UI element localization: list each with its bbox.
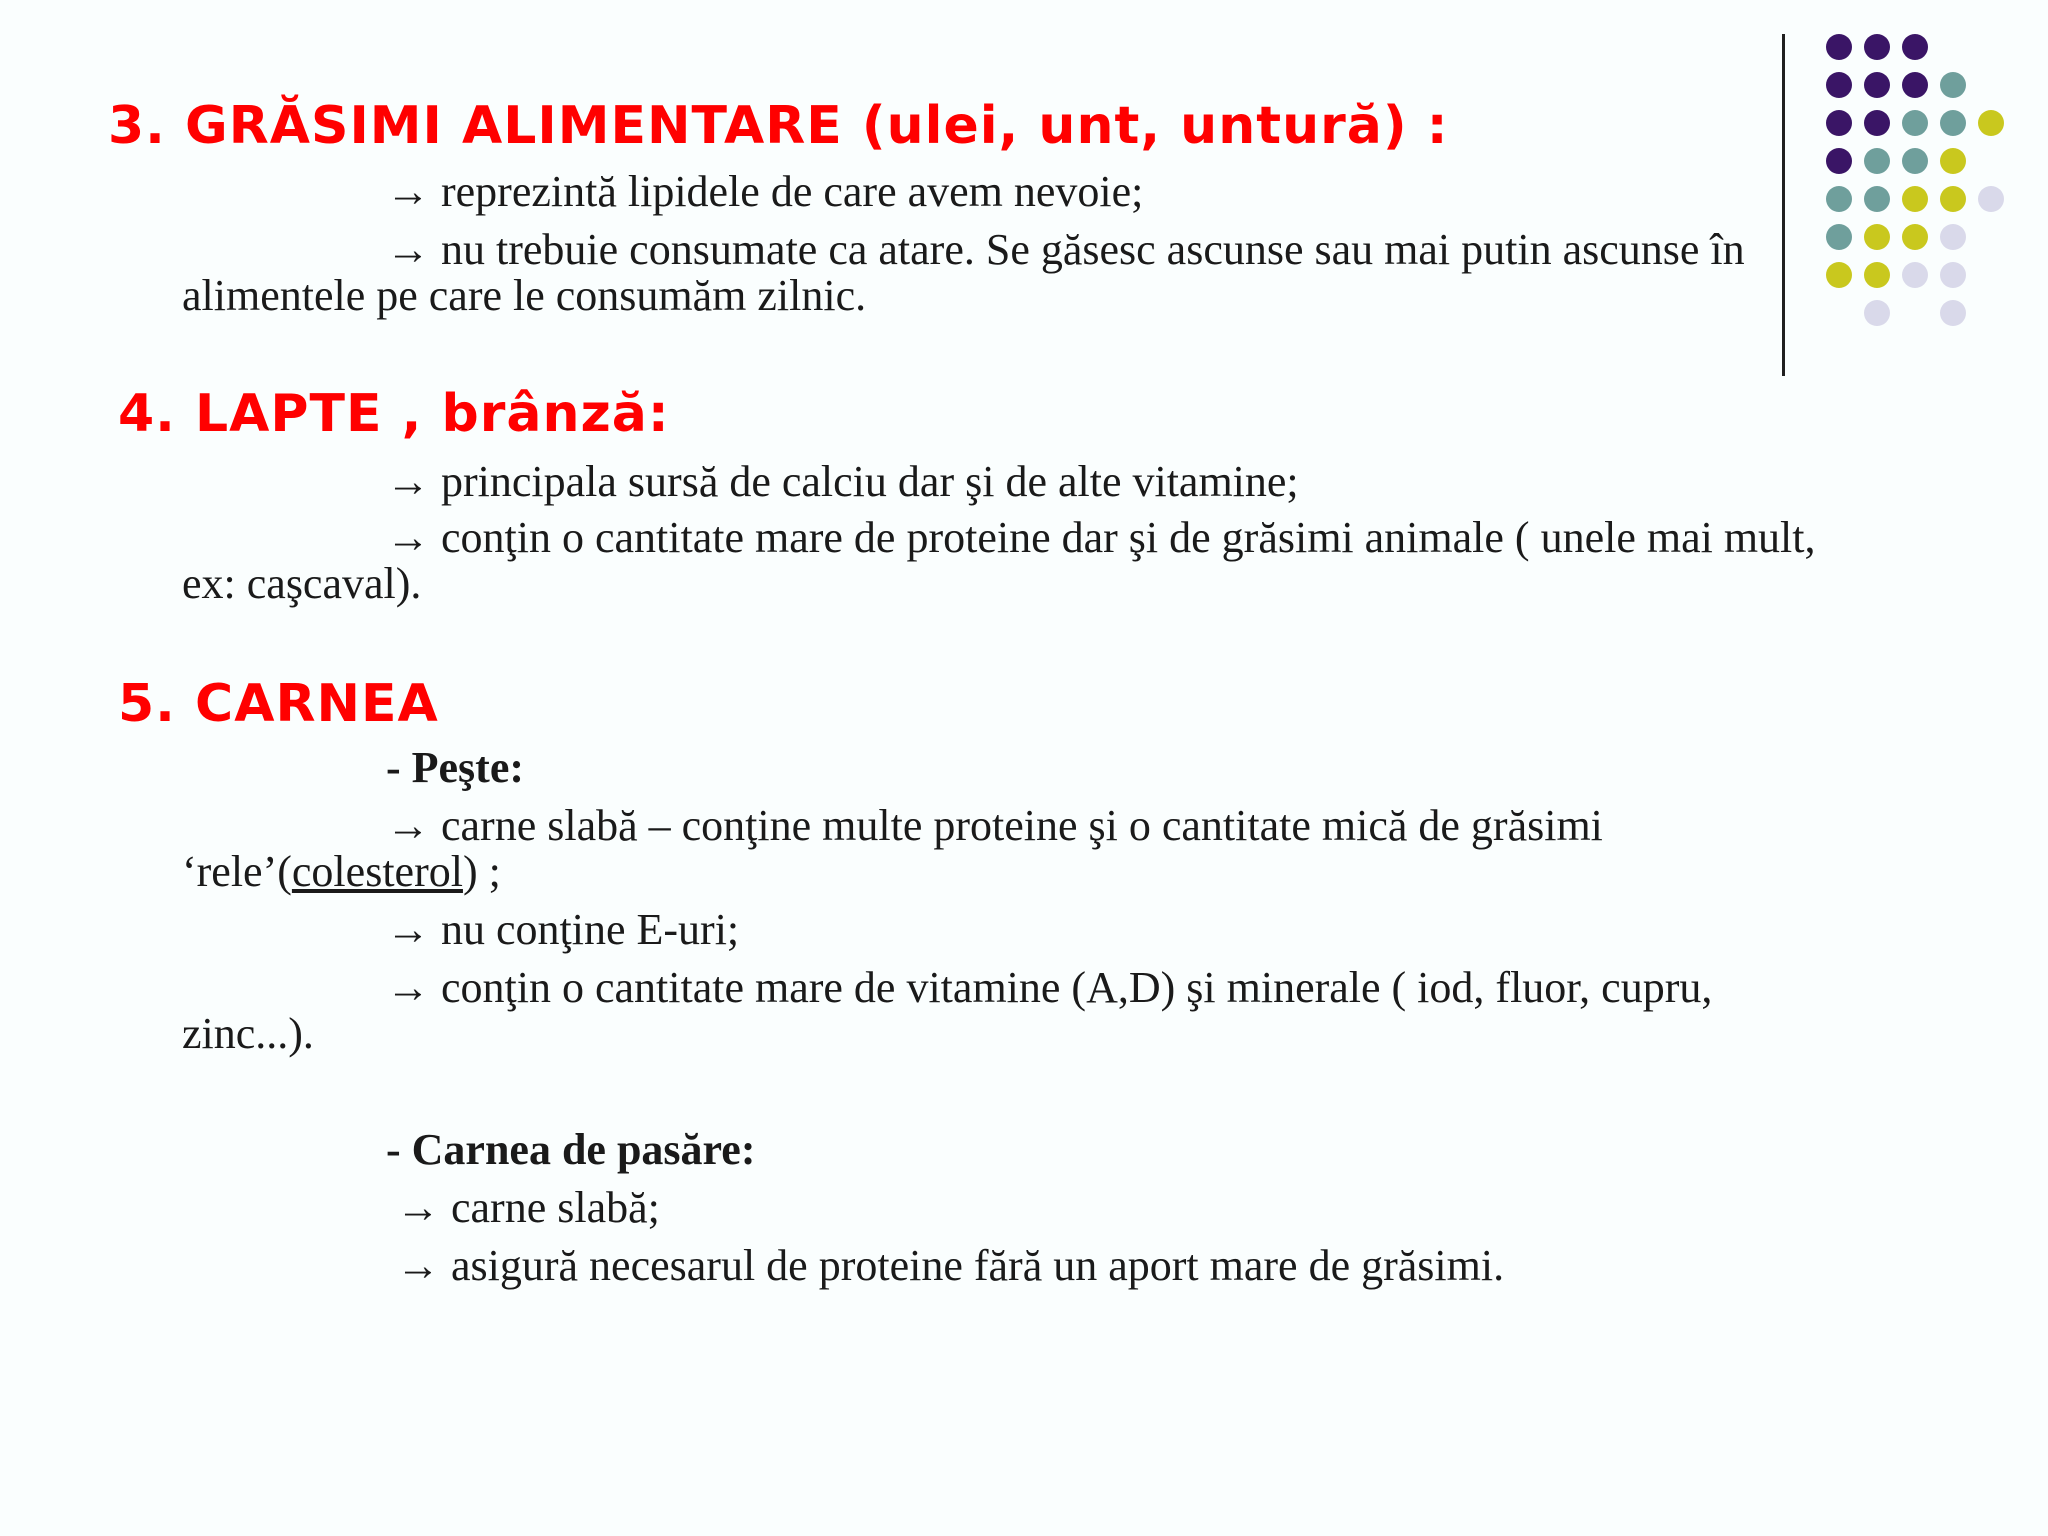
decorative-dot xyxy=(1826,262,1852,288)
decorative-dot xyxy=(1940,224,1966,250)
decorative-dot xyxy=(1864,224,1890,250)
fats-line-2a: → nu trebuie consumate ca atare. Se găsesc ascunse sau mai putin ascunse în xyxy=(386,225,1745,274)
decorative-dot xyxy=(1826,34,1852,60)
fats-line-2b: alimentele pe care le consumăm zilnic. xyxy=(182,271,867,320)
decorative-dot xyxy=(1940,300,1966,326)
decorative-dot xyxy=(1902,186,1928,212)
poultry-line-2: → asigură necesarul de proteine fără un aport mare de grăsimi. xyxy=(396,1241,1505,1290)
decorative-dot xyxy=(1902,148,1928,174)
fish-line-3a: → conţin o cantitate mare de vitamine (A,D) şi minerale ( iod, fluor, cupru, xyxy=(386,963,1713,1012)
decorative-dot xyxy=(1864,262,1890,288)
milk-line-2b: ex: caşcaval). xyxy=(182,559,422,608)
decorative-dot xyxy=(1826,110,1852,136)
fish-line-1b-prefix: ‘rele’( xyxy=(182,847,292,896)
fish-line-1b xyxy=(182,848,501,896)
decorative-dot xyxy=(1902,262,1928,288)
fats-line-1: → reprezintă lipidele de care avem nevoie; xyxy=(386,167,1144,216)
decorative-dot xyxy=(1864,148,1890,174)
decorative-dot xyxy=(1864,34,1890,60)
decorative-dot xyxy=(1902,72,1928,98)
decorative-dot xyxy=(1864,110,1890,136)
milk-line-1: → principala sursă de calciu dar şi de alte vitamine; xyxy=(386,457,1299,506)
decorative-dot xyxy=(1826,186,1852,212)
decorative-dot xyxy=(1940,186,1966,212)
decorative-dot xyxy=(1902,110,1928,136)
decorative-dot xyxy=(1826,72,1852,98)
fish-line-1b-suffix: ) ; xyxy=(462,847,501,896)
decorative-dot xyxy=(1826,148,1852,174)
poultry-title: - Carnea de pasăre: xyxy=(386,1125,756,1174)
milk-line-2a: → conţin o cantitate mare de proteine dar şi de grăsimi animale ( unele mai mult, xyxy=(386,513,1816,562)
heading-fats: 3. GRĂSIMI ALIMENTARE (ulei, unt, untură) : xyxy=(108,96,1449,156)
decorative-dot xyxy=(1940,72,1966,98)
decorative-dot xyxy=(1902,34,1928,60)
decorative-dot xyxy=(1940,148,1966,174)
fish-title: - Peşte: xyxy=(386,743,525,792)
heading-meat: 5. CARNEA xyxy=(118,674,439,734)
heading-milk: 4. LAPTE , brânză: xyxy=(118,384,670,444)
decorative-dot xyxy=(1864,300,1890,326)
decorative-dot xyxy=(1864,186,1890,212)
decorative-dot xyxy=(1826,224,1852,250)
decorative-dot xyxy=(1978,186,2004,212)
fish-line-2: → nu conţine E-uri; xyxy=(386,905,740,954)
decorative-dot xyxy=(1864,72,1890,98)
fish-line-1a: → carne slabă – conţine multe proteine şi o cantitate mică de grăsimi xyxy=(386,801,1603,850)
decorative-dot xyxy=(1902,224,1928,250)
decorative-dot xyxy=(1940,262,1966,288)
fish-line-3b: zinc...). xyxy=(182,1009,314,1058)
cholesterol-link[interactable]: colesterol xyxy=(291,847,463,896)
decorative-dot xyxy=(1978,110,2004,136)
decorative-dot xyxy=(1940,110,1966,136)
poultry-line-1: → carne slabă; xyxy=(396,1183,660,1232)
decorative-vertical-line xyxy=(1782,34,1785,376)
